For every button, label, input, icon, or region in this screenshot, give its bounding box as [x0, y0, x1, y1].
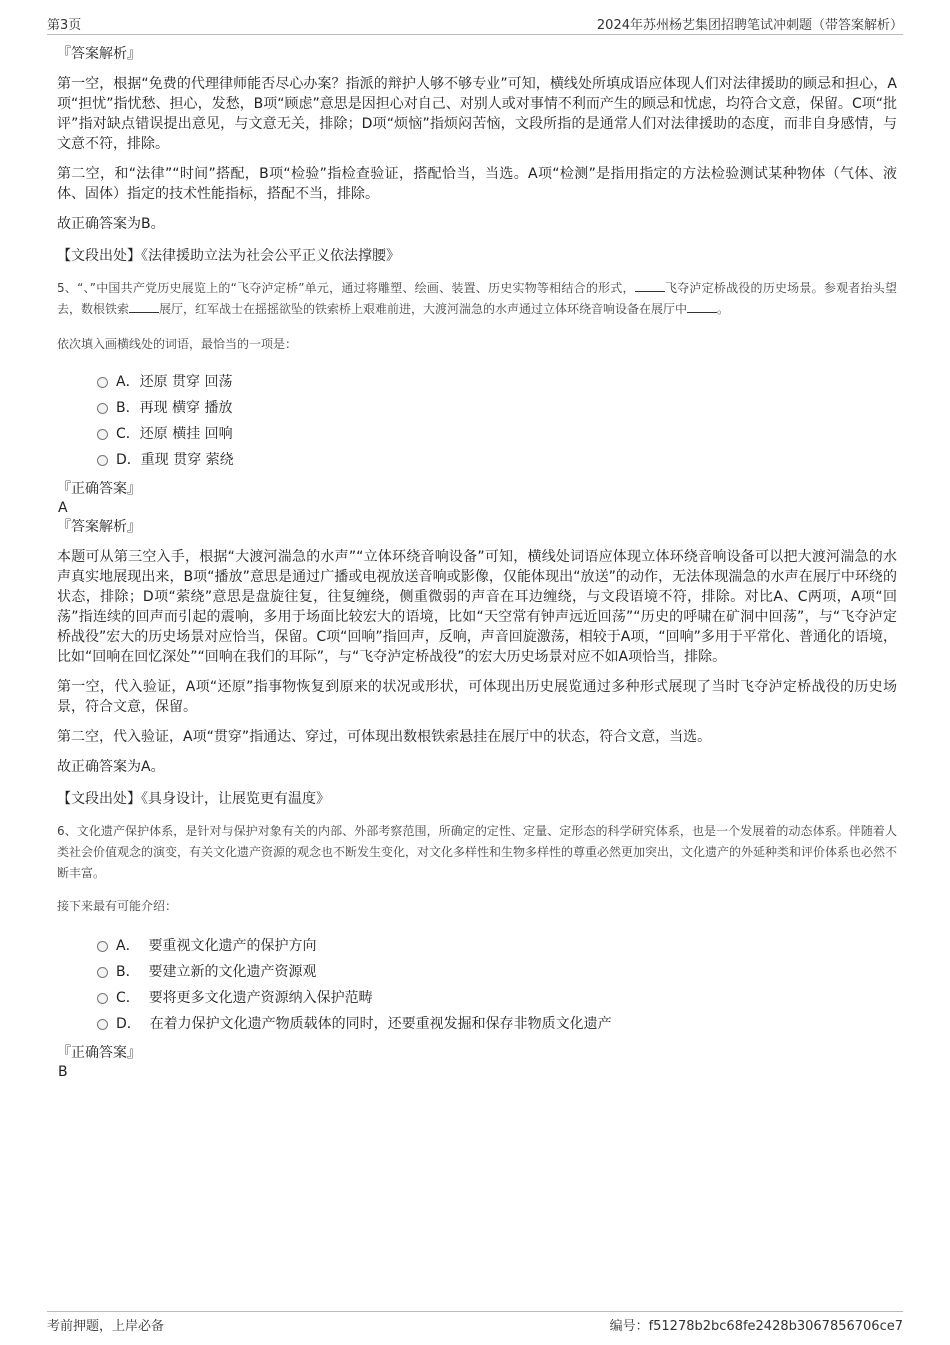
fill-blank: [635, 279, 665, 292]
analysis-paragraph: 第二空，和“法律”“时间”搭配，B项“检验”指检查验证，搭配恰当，当选。A项“检测”是指用指定的方法检验测试某种物体（气体、液体、固体）指定的技术性能指标，搭配不当，排除。: [57, 166, 897, 202]
analysis-paragraph: 本题可从第三空入手，根据“大渡河湍急的水声”“立体环绕音响设备”可知，横线处词语应体现立体环绕音响设备可以把大渡河湍急的水声真实地展现出来，B项“播放”意思是通过广播或电视放送音响或影像，仅能体现出“放送”的动作，无法体现湍急的水声在展厅中环绕的状态，排除；D项“萦绕”意思是盘旋往复，往复缠绕，侧重微弱的声音在耳边缠绕，与文段语境不符，排除。对比A、C两项，A项“回荡”指连续的回声而引起的震响，多用于场面比较宏大的语境，比如“天空常有钟声远近回荡”“历史的呼啸在矿洞中回荡”，与“飞夺泸定桥战役”宏大的历史场景对应恰当，保留。C项“回响”指回声，反响，声音回旋激荡，相较于A项，“回响”多用于平常化、普通化的语境，比如“回响在回忆深处”“回响在我们的耳际”，与“飞夺泸定桥战役”的宏大历史场景对应不如A项恰当，排除。: [57, 549, 897, 665]
option-d[interactable]: D．重现 贯穿 萦绕: [57, 447, 897, 473]
analysis-conclusion: 故正确答案为A。: [57, 759, 165, 775]
option-c[interactable]: C．还原 横挂 回响: [57, 421, 897, 447]
question-5-text: 5、“、”中国共产党历史展览上的“飞夺泸定桥”单元，通过将雕塑、绘画、装置、历史实物等相结合的形式， 飞夺泸定桥战役的历史场景。参观者抬头望去，数根铁索 展厅，红军战士在摇摇欲坠的铁索桥上艰难前进，大渡河湍急的水声通过立体环绕音响设备在展厅中 。: [57, 281, 897, 316]
page-footer: [47, 1311, 903, 1335]
question-6-prompt: 接下来最有可能介绍：: [57, 899, 178, 913]
radio-button[interactable]: [97, 377, 108, 388]
option-b[interactable]: B． 要建立新的文化遗产资源观: [57, 959, 897, 985]
question-6-options: [57, 933, 897, 1037]
radio-button[interactable]: [97, 429, 108, 440]
answer-label: 『正确答案』: [57, 1045, 141, 1061]
option-c[interactable]: C． 要将更多文化遗产资源纳入保护范畴: [57, 985, 897, 1011]
analysis-label: 『答案解析』: [57, 46, 141, 62]
question-5-options: [57, 369, 897, 473]
question-5-prompt: 依次填入画横线处的词语，最恰当的一项是：: [57, 337, 298, 351]
page-header: [47, 14, 903, 35]
document-title: 2024年苏州杨艺集团招聘笔试冲刺题（带答案解析）: [596, 18, 903, 33]
option-a[interactable]: A． 要重视文化遗产的保护方向: [57, 933, 897, 959]
fill-blank: [129, 300, 159, 313]
radio-button[interactable]: [97, 967, 108, 978]
analysis-label: 『答案解析』: [57, 519, 141, 535]
analysis-paragraph: 第二空，代入验证，A项“贯穿”指通达、穿过，可体现出数根铁索悬挂在展厅中的状态，符合文意，当选。: [57, 729, 712, 745]
page-number: 第3页: [47, 18, 82, 33]
option-b[interactable]: B．再现 横穿 播放: [57, 395, 897, 421]
source-citation: 【文段出处】《法律援助立法为社会公平正义依法撑腰》: [57, 248, 400, 264]
fill-blank: [687, 300, 717, 313]
radio-button[interactable]: [97, 993, 108, 1004]
source-citation: 【文段出处】《具身设计，让展览更有温度》: [57, 791, 330, 807]
document-body: [57, 44, 897, 1081]
radio-button[interactable]: [97, 941, 108, 952]
question-6-text: 6、文化遗产保护体系，是针对与保护对象有关的内部、外部考察范围，所确定的定性、定量、定形态的科学研究体系，也是一个发展着的动态体系。伴随着人类社会价值观念的演变，有关文化遗产资源的观念也不断发生变化，对文化多样性和生物多样性的尊重必然更加突出，文化遗产的外延种类和评价体系也必然不断丰富。: [57, 824, 898, 880]
radio-button[interactable]: [97, 455, 108, 466]
option-d[interactable]: D． 在着力保护文化遗产物质载体的同时，还要重视发掘和保存非物质文化遗产: [57, 1011, 897, 1037]
radio-button[interactable]: [97, 1019, 108, 1030]
analysis-paragraph: 第一空，代入验证，A项“还原”指事物恢复到原来的状况或形状，可体现出历史展览通过多种形式展现了当时飞夺泸定桥战役的历史场景，符合文意，保留。: [57, 679, 897, 715]
correct-answer: A: [58, 500, 68, 516]
correct-answer: B: [58, 1064, 68, 1080]
answer-label: 『正确答案』: [57, 481, 141, 497]
footer-slogan: 考前押题，上岸必备: [47, 1319, 165, 1334]
option-a[interactable]: A．还原 贯穿 回荡: [57, 369, 897, 395]
analysis-conclusion: 故正确答案为B。: [57, 216, 165, 232]
radio-button[interactable]: [97, 403, 108, 414]
analysis-paragraph: 第一空，根据“免费的代理律师能否尽心办案？指派的辩护人够不够专业”可知，横线处所填成语应体现人们对法律援助的顾忌和担心，A项“担忧”指忧愁、担心，发愁，B项“顾虑”意思是因担心对自己、对别人或对事情不利而产生的顾忌和忧虑，均符合文意，保留。C项“批评”指对缺点错误提出意见，与文意无关，排除；D项“烦恼”指烦闷苦恼，文段所指的是通常人们对法律援助的态度，而非自身感情，与文意不符，排除。: [57, 76, 897, 152]
document-id: 编号：f51278b2bc68fe2428b3067856706ce7: [609, 1319, 903, 1334]
